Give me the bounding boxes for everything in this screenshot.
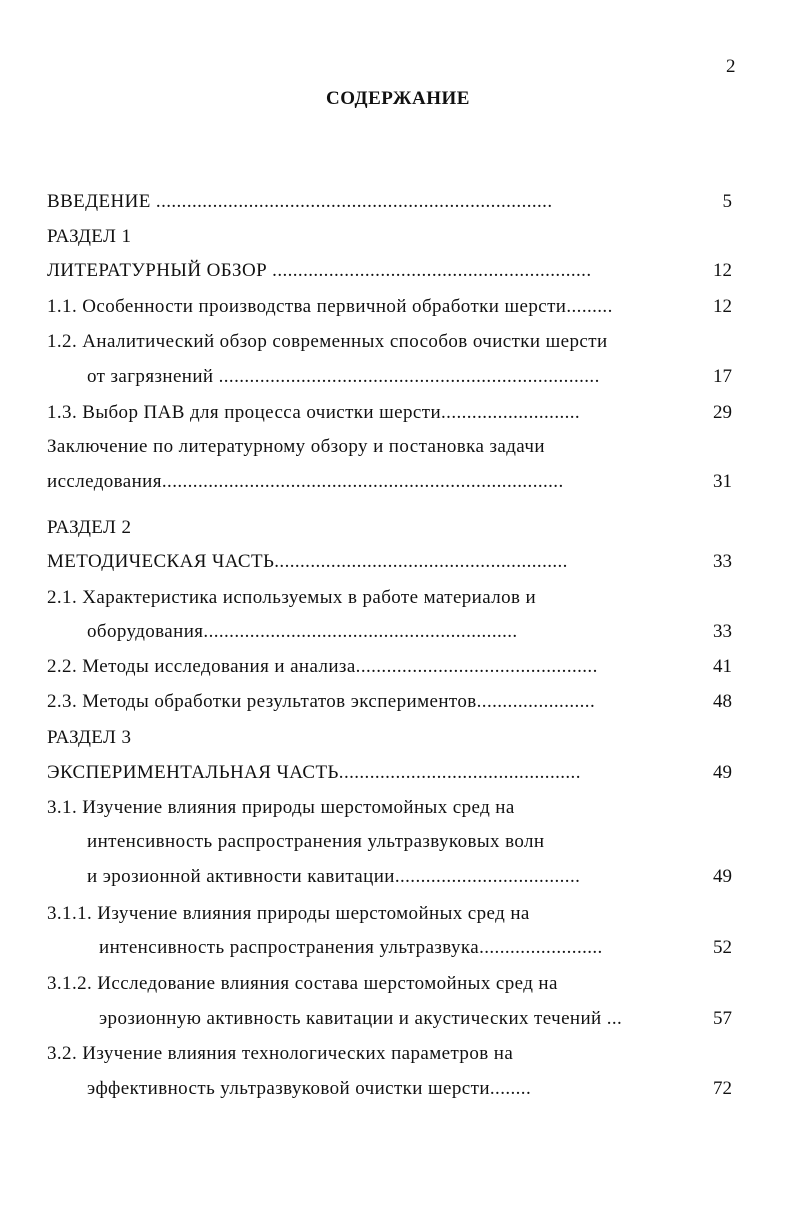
toc-line: МЕТОДИЧЕСКАЯ ЧАСТЬ......................................................... xyxy=(47,551,568,572)
toc-line: от загрязнений .......................................................................... xyxy=(87,366,600,387)
toc-line: 1.1. Особенности производства первичной обработки шерсти......... xyxy=(47,296,613,317)
toc-line: РАЗДЕЛ 3 xyxy=(47,727,132,748)
page-number: 2 xyxy=(726,56,736,77)
toc-line: 2.2. Методы исследования и анализа............................................... xyxy=(47,656,598,677)
toc-page: 5 xyxy=(722,191,732,212)
toc-line: эрозионную активность кавитации и акустических течений ... xyxy=(99,1008,623,1029)
toc-line: и эрозионной активности кавитации.................................... xyxy=(87,866,581,887)
toc-page: 48 xyxy=(713,691,732,712)
toc-line: ЭКСПЕРИМЕНТАЛЬНАЯ ЧАСТЬ............................................... xyxy=(47,762,581,783)
toc-page: 12 xyxy=(713,296,732,317)
toc-page: 41 xyxy=(713,656,732,677)
toc-page: 52 xyxy=(713,937,732,958)
toc-page: 57 xyxy=(713,1008,732,1029)
toc-line: Заключение по литературному обзору и постановка задачи xyxy=(47,436,545,457)
toc-page: 31 xyxy=(713,471,732,492)
toc-page: 12 xyxy=(713,260,732,281)
toc-line: эффективность ультразвуковой очистки шерсти........ xyxy=(87,1078,532,1099)
toc-line: РАЗДЕЛ 2 xyxy=(47,517,132,538)
toc-line: интенсивность распространения ультразвуковых волн xyxy=(87,831,545,852)
toc-page: 17 xyxy=(713,366,732,387)
toc-line: оборудования............................................................. xyxy=(87,621,518,642)
toc-line: 1.3. Выбор ПАВ для процесса очистки шерсти........................... xyxy=(47,402,581,423)
toc-page: 33 xyxy=(713,551,732,572)
toc-page: 29 xyxy=(713,402,732,423)
toc-page: 72 xyxy=(713,1078,732,1099)
toc-page: 33 xyxy=(713,621,732,642)
toc-line: интенсивность распространения ультразвука........................ xyxy=(99,937,603,958)
toc-line: РАЗДЕЛ 1 xyxy=(47,226,132,247)
toc-page: 49 xyxy=(713,866,732,887)
toc-line: 2.3. Методы обработки результатов экспериментов....................... xyxy=(47,691,596,712)
toc-line: исследования.............................................................................. xyxy=(47,471,564,492)
toc-line: 2.1. Характеристика используемых в работе материалов и xyxy=(47,587,537,608)
toc-line: ВВЕДЕНИЕ ............................................................................. xyxy=(47,191,553,212)
toc-line: ЛИТЕРАТУРНЫЙ ОБЗОР .............................................................. xyxy=(47,260,592,281)
toc-line: 1.2. Аналитический обзор современных способов очистки шерсти xyxy=(47,331,608,352)
toc-line: 3.2. Изучение влияния технологических параметров на xyxy=(47,1043,514,1064)
toc-line: 3.1.2. Исследование влияния состава шерстомойных сред на xyxy=(47,973,558,994)
toc-line: 3.1. Изучение влияния природы шерстомойных сред на xyxy=(47,797,515,818)
toc-page: 49 xyxy=(713,762,732,783)
page-title: СОДЕРЖАНИЕ xyxy=(326,88,470,109)
toc-line: 3.1.1. Изучение влияния природы шерстомойных сред на xyxy=(47,903,530,924)
